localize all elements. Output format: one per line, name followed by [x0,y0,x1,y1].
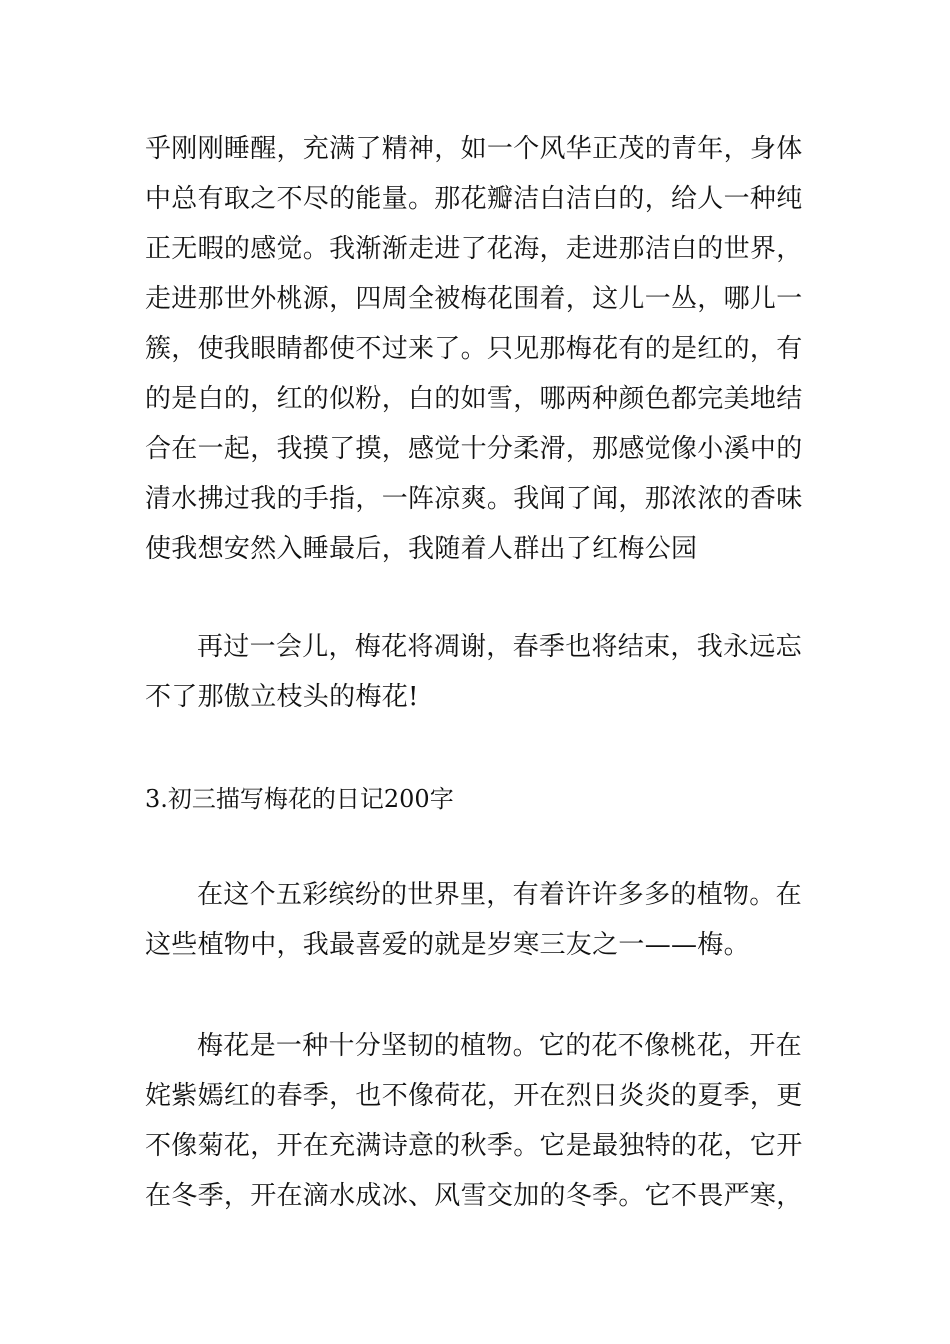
paragraph-plum-resilience [145,1021,807,1221]
text-line: 不像菊花，开在充满诗意的秋季。它是最独特的花，它开 [145,1131,803,1161]
text-line: 姹紫嫣红的春季，也不像荷花，开在烈日炎炎的夏季，更 [145,1081,803,1111]
text-line: 再过一会儿，梅花将凋谢，春季也将结束，我永远忘 [197,632,802,662]
text-line: 合在一起，我摸了摸，感觉十分柔滑，那感觉像小溪中的 [145,434,803,464]
paragraph-intro-plum [145,870,807,970]
text-line: 正无暇的感觉。我渐渐走进了花海，走进那洁白的世界， [145,234,803,264]
section-heading: 3.初三描写梅花的日记200字 [145,785,454,813]
text-line: 在冬季，开在滴水成冰、风雪交加的冬季。它不畏严寒， [145,1181,803,1211]
text-line: 的是白的，红的似粉，白的如雪，哪两种颜色都完美地结 [145,384,803,414]
text-line: 这些植物中，我最喜爱的就是岁寒三友之一——梅。 [145,930,750,960]
text-line: 梅花是一种十分坚韧的植物。它的花不像桃花，开在 [197,1031,802,1061]
paragraph-plum-blossom-park [145,124,807,574]
text-line: 使我想安然入睡最后，我随着人群出了红梅公园 [145,534,698,564]
text-line: 乎刚刚睡醒，充满了精神，如一个风华正茂的青年，身体 [145,134,803,164]
text-line: 走进那世外桃源，四周全被梅花围着，这儿一丛，哪儿一 [145,284,803,314]
text-line: 簇，使我眼睛都使不过来了。只见那梅花有的是红的，有 [145,334,803,364]
paragraph-conclusion [145,622,807,722]
text-line: 中总有取之不尽的能量。那花瓣洁白洁白的，给人一种纯 [145,184,803,214]
text-line: 清水拂过我的手指，一阵凉爽。我闻了闻，那浓浓的香味 [145,484,803,514]
text-line: 不了那傲立枝头的梅花! [145,682,419,712]
text-line: 在这个五彩缤纷的世界里，有着许许多多的植物。在 [197,880,802,910]
